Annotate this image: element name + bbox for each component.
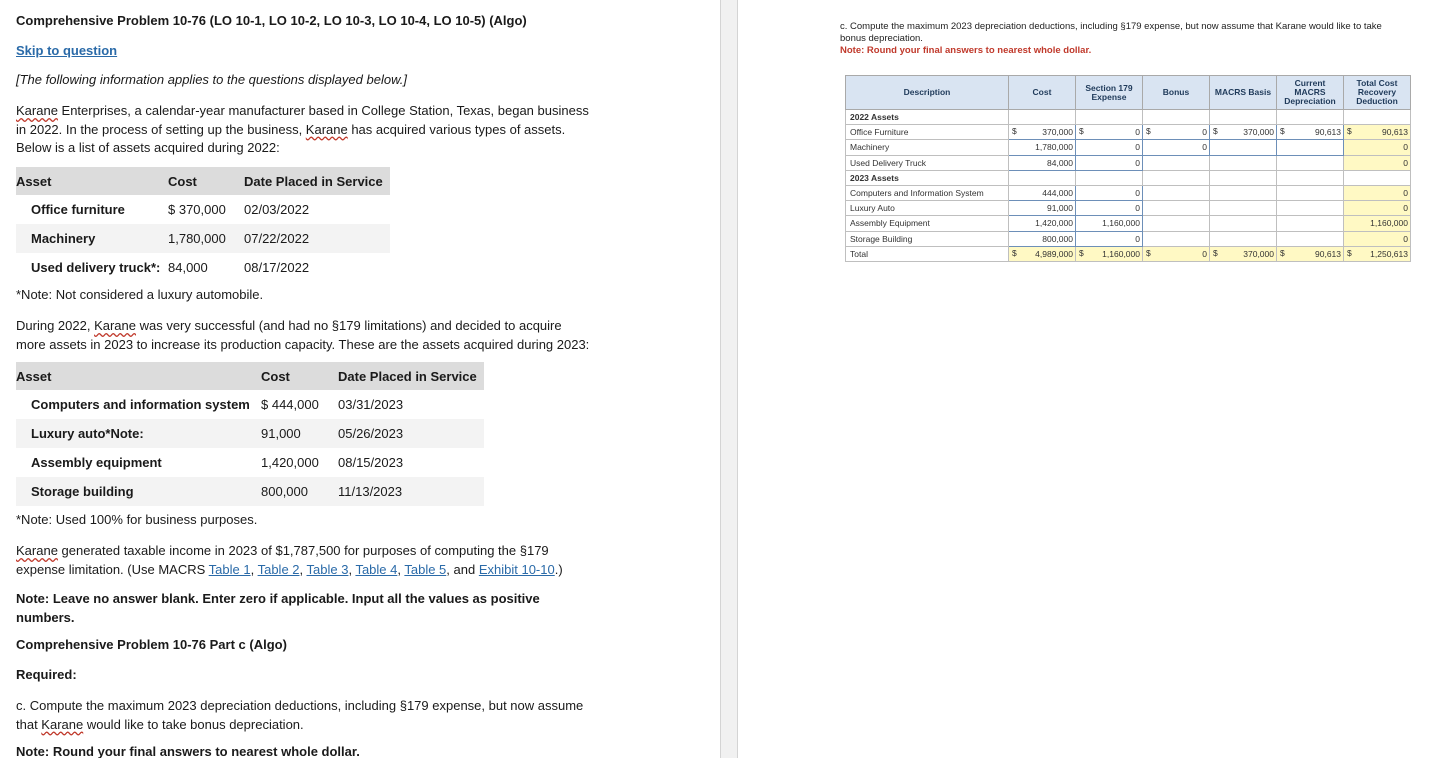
total-recovery-output: 0 bbox=[1344, 155, 1411, 170]
bonus-input[interactable]: 0 bbox=[1143, 140, 1210, 155]
section-row-2022: 2022 Assets bbox=[846, 110, 1411, 125]
requirement-text: c. Compute the maximum 2023 depreciation deductions, including §179 expense, but now assume that Karane would like to take bonus depreciation. bbox=[16, 698, 584, 732]
total-recovery: $ 1,250,613 bbox=[1344, 246, 1411, 261]
round-note: Note: Round your final answers to nearest whole dollar. bbox=[16, 744, 360, 758]
bonus-cell bbox=[1143, 155, 1210, 170]
bonus-cell bbox=[1143, 231, 1210, 246]
instructions-note: Note: Leave no answer blank. Enter zero if applicable. Input all the values as positive numbers. bbox=[16, 591, 540, 625]
table-3-link[interactable]: Table 3 bbox=[306, 561, 349, 577]
section-179-input[interactable]: 1,160,000 bbox=[1076, 216, 1143, 231]
total-section-179: $ 1,160,000 bbox=[1076, 246, 1143, 261]
paragraph-1: Karane Enterprises, a calendar-year manufacturer based in College Station, Texas, began business in 2022. In the process of setting up the business, Karane has acquired various types of assets. Below is a list of assets acquired during 2022: bbox=[16, 103, 589, 155]
section-179-input[interactable]: 0 bbox=[1076, 231, 1143, 246]
table-header: Asset Cost Date Placed in Service bbox=[16, 362, 484, 390]
exhibit-10-10-link[interactable]: Exhibit 10-10 bbox=[478, 561, 555, 577]
table-row: Storage Building 800,000 0 0 bbox=[846, 231, 1411, 246]
current-macrs-cell bbox=[1277, 201, 1344, 216]
total-recovery-output: $ 90,613 bbox=[1344, 125, 1411, 140]
table-row: Machinery 1,780,000 0 0 0 bbox=[846, 140, 1411, 155]
header-current-macrs: Current MACRS Depreciation bbox=[1277, 76, 1344, 110]
table-4-link[interactable]: Table 4 bbox=[355, 561, 398, 577]
macrs-basis-input[interactable] bbox=[1210, 140, 1277, 155]
problem-pane bbox=[0, 0, 720, 758]
total-recovery-output: 0 bbox=[1344, 185, 1411, 200]
total-recovery-output: 1,160,000 bbox=[1344, 216, 1411, 231]
cost-input[interactable]: 84,000 bbox=[1009, 155, 1076, 170]
section-row-2023: 2023 Assets bbox=[846, 170, 1411, 185]
cost-input[interactable]: 91,000 bbox=[1009, 201, 1076, 216]
section-179-input[interactable]: 0 bbox=[1076, 201, 1143, 216]
required-label: Required: bbox=[16, 667, 77, 682]
cost-input[interactable]: 1,420,000 bbox=[1009, 216, 1076, 231]
current-macrs-input[interactable] bbox=[1277, 140, 1344, 155]
section-179-input[interactable]: $ 0 bbox=[1076, 125, 1143, 140]
bonus-cell bbox=[1143, 216, 1210, 231]
assets-2023-table bbox=[16, 362, 484, 506]
table-row: Assembly Equipment 1,420,000 1,160,000 1,160,000 bbox=[846, 216, 1411, 231]
intro-text: [The following information applies to the questions displayed below.] bbox=[16, 72, 407, 87]
total-row: Total $ 4,989,000 $ 1,160,000 $ 0 $ 370,000 $ 90,613 $ 1,250,613 bbox=[846, 246, 1411, 261]
table-2-link[interactable]: Table 2 bbox=[257, 561, 300, 577]
paragraph-3: Karane generated taxable income in 2023 of $1,787,500 for purposes of computing the §179 expense limitation. (Use MACRS Table 1, Table 2, Table 3, Table 4, Table 5, and Exhibit 10-10.) bbox=[16, 543, 563, 577]
table-1-link[interactable]: Table 1 bbox=[208, 561, 251, 577]
total-recovery-output: 0 bbox=[1344, 140, 1411, 155]
header-bonus: Bonus bbox=[1143, 76, 1210, 110]
note-1: *Note: Not considered a luxury automobile. bbox=[16, 287, 264, 302]
table-header: Asset Cost Date Placed in Service bbox=[16, 167, 390, 195]
table-header-row bbox=[846, 76, 1411, 110]
cost-input[interactable]: 800,000 bbox=[1009, 231, 1076, 246]
answer-round-note: Note: Round your final answers to nearest whole dollar. bbox=[840, 45, 1092, 56]
current-macrs-cell bbox=[1277, 216, 1344, 231]
current-macrs-cell bbox=[1277, 231, 1344, 246]
macrs-basis-cell bbox=[1210, 185, 1277, 200]
header-total-recovery: Total Cost Recovery Deduction bbox=[1344, 76, 1411, 110]
total-macrs-basis: $ 370,000 bbox=[1210, 246, 1277, 261]
note-2: *Note: Used 100% for business purposes. bbox=[16, 512, 258, 527]
header-cost: Cost bbox=[1009, 76, 1076, 110]
bonus-cell bbox=[1143, 185, 1210, 200]
bonus-cell bbox=[1143, 201, 1210, 216]
total-bonus: $ 0 bbox=[1143, 246, 1210, 261]
section-179-input[interactable]: 0 bbox=[1076, 155, 1143, 170]
total-current-macrs: $ 90,613 bbox=[1277, 246, 1344, 261]
table-row: Luxury auto*Note: 91,000 05/26/2023 bbox=[16, 419, 484, 448]
total-recovery-output: 0 bbox=[1344, 231, 1411, 246]
cost-input[interactable]: 1,780,000 bbox=[1009, 140, 1076, 155]
total-cost: $ 4,989,000 bbox=[1009, 246, 1076, 261]
skip-to-question-link[interactable]: Skip to question bbox=[16, 43, 118, 58]
current-macrs-cell bbox=[1277, 185, 1344, 200]
table-row: Machinery 1,780,000 07/22/2022 bbox=[16, 224, 390, 253]
table-row: Assembly equipment 1,420,000 08/15/2023 bbox=[31, 455, 404, 470]
current-macrs-cell bbox=[1277, 155, 1344, 170]
pane-divider[interactable] bbox=[720, 0, 738, 758]
table-row: Luxury Auto 91,000 0 0 bbox=[846, 201, 1411, 216]
problem-title: Comprehensive Problem 10-76 (LO 10-1, LO 10-2, LO 10-3, LO 10-4, LO 10-5) (Algo) bbox=[16, 13, 527, 28]
table-row: Office Furniture $ 370,000 $ 0 $ 0 $ 370,000 $ 90,613 $ 90,613 bbox=[846, 125, 1411, 140]
table-row: Office furniture $ 370,000 02/03/2022 bbox=[31, 202, 310, 217]
table-row: Storage building 800,000 11/13/2023 bbox=[16, 477, 484, 506]
table-row: Computers and Information System 444,000 0 0 bbox=[846, 185, 1411, 200]
answer-question: c. Compute the maximum 2023 depreciation deductions, including §179 expense, but now assume that Karane would like to take bonus depreciation. bbox=[840, 21, 1382, 44]
macrs-basis-cell bbox=[1210, 201, 1277, 216]
answer-pane bbox=[738, 0, 1441, 758]
macrs-basis-cell bbox=[1210, 155, 1277, 170]
cost-input[interactable]: 444,000 bbox=[1009, 185, 1076, 200]
part-title: Comprehensive Problem 10-76 Part c (Algo) bbox=[16, 637, 287, 652]
table-row: Computers and information system $ 444,000 03/31/2023 bbox=[31, 397, 404, 412]
section-179-input[interactable]: 0 bbox=[1076, 140, 1143, 155]
header-section-179: Section 179 Expense bbox=[1076, 76, 1143, 110]
total-recovery-output: 0 bbox=[1344, 201, 1411, 216]
section-179-input[interactable]: 0 bbox=[1076, 185, 1143, 200]
macrs-basis-cell bbox=[1210, 231, 1277, 246]
paragraph-2: During 2022, Karane was very successful (and had no §179 limitations) and decided to acquire more assets in 2023 to increase its production capacity. These are the assets acquired during 2023: bbox=[16, 318, 590, 352]
bonus-input[interactable]: $ 0 bbox=[1143, 125, 1210, 140]
table-row: Used delivery truck*: 84,000 08/17/2022 bbox=[31, 260, 310, 275]
macrs-basis-input[interactable]: $ 370,000 bbox=[1210, 125, 1277, 140]
table-row: Used Delivery Truck 84,000 0 0 bbox=[846, 155, 1411, 170]
header-description: Description bbox=[846, 76, 1009, 110]
macrs-basis-cell bbox=[1210, 216, 1277, 231]
assets-2022-table bbox=[16, 167, 390, 282]
table-5-link[interactable]: Table 5 bbox=[404, 561, 447, 577]
current-macrs-input[interactable]: $ 90,613 bbox=[1277, 125, 1344, 140]
cost-input[interactable]: $ 370,000 bbox=[1009, 125, 1076, 140]
header-macrs-basis: MACRS Basis bbox=[1210, 76, 1277, 110]
depreciation-table bbox=[845, 75, 1411, 262]
